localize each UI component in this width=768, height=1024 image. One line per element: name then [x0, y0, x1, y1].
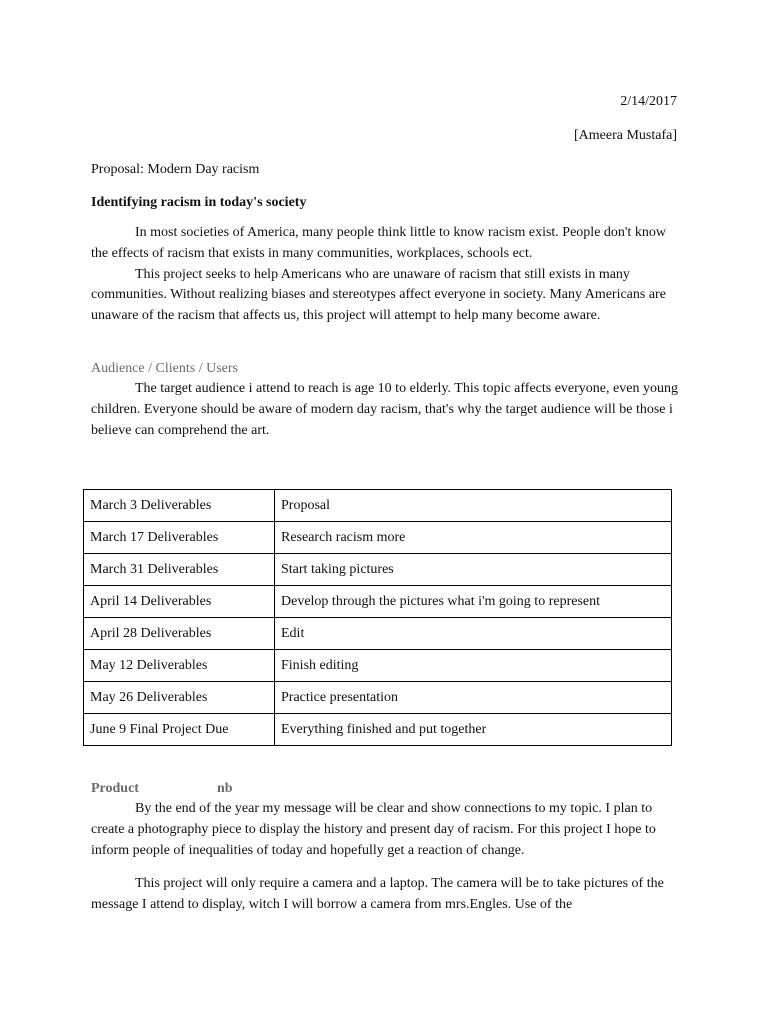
- deliverable-date-cell: April 28 Deliverables: [84, 618, 275, 650]
- deliverable-date-cell: March 31 Deliverables: [84, 554, 275, 586]
- deliverable-task-cell: Practice presentation: [275, 682, 672, 714]
- table-row: [84, 682, 672, 714]
- table-row: [84, 618, 672, 650]
- document-author: [Ameera Mustafa]: [573, 128, 677, 143]
- table-row: [84, 490, 672, 522]
- intro-paragraph-2: This project seeks to help Americans who are unaware of racism that still exists in many communities. Without realizing biases and stereotypes affect everyone in society. Many Americans are unaware of the racism that affects us, this project will attempt to help many become aware.: [91, 266, 666, 324]
- table-row: [84, 522, 672, 554]
- deliverable-date-cell: April 14 Deliverables: [84, 586, 275, 618]
- deliverable-date-cell: March 3 Deliverables: [84, 490, 275, 522]
- deliverable-task-cell: Finish editing: [275, 650, 672, 682]
- deliverable-task-cell: Start taking pictures: [275, 554, 672, 586]
- deliverable-date-cell: March 17 Deliverables: [84, 522, 275, 554]
- intro-section: [91, 223, 679, 327]
- document-date: 2/14/2017: [620, 94, 677, 109]
- deliverable-date-cell: May 26 Deliverables: [84, 682, 275, 714]
- product-paragraph-2: This project will only require a camera and a laptop. The camera will be to take pictures of the message I attend to display, witch I will borrow a camera from mrs.Engles. Use of the: [91, 876, 664, 912]
- proposal-title: Proposal: Modern Day racism: [91, 162, 260, 177]
- audience-paragraph: The target audience i attend to reach is age 10 to elderly. This topic affects everyone, even young children. Everyone should be aware of modern day racism, that's why the target audience will be those i believe can comprehend the art.: [91, 381, 678, 438]
- table-row: [84, 714, 672, 746]
- deliverable-task-cell: Develop through the pictures what i'm going to represent: [275, 586, 672, 618]
- deliverable-date-cell: May 12 Deliverables: [84, 650, 275, 682]
- audience-heading: Audience / Clients / Users: [91, 361, 238, 376]
- product-heading: [91, 780, 233, 798]
- deliverable-date-cell: June 9 Final Project Due: [84, 714, 275, 746]
- table-row: [84, 586, 672, 618]
- product-paragraph-1: By the end of the year my message will be clear and show connections to my topic. I plan to create a photography piece to display the history and present day of racism. For this project I hope to inform people of inequalities of today and hopefully get a reaction of change.: [91, 801, 656, 858]
- deliverable-task-cell: Everything finished and put together: [275, 714, 672, 746]
- deliverable-task-cell: Proposal: [275, 490, 672, 522]
- product-heading-label: Product: [91, 781, 139, 796]
- product-heading-suffix: nb: [216, 781, 233, 796]
- deliverable-task-cell: Research racism more: [275, 522, 672, 554]
- table-row: [84, 554, 672, 586]
- deliverable-task-cell: Edit: [275, 618, 672, 650]
- deliverables-table: [83, 489, 672, 746]
- intro-paragraph-1: In most societies of America, many people think little to know racism exist. People don't know the effects of racism that exists in many communities, workplaces, schools ect.: [91, 225, 666, 261]
- proposal-subtitle: Identifying racism in today's society: [91, 195, 307, 210]
- table-row: [84, 650, 672, 682]
